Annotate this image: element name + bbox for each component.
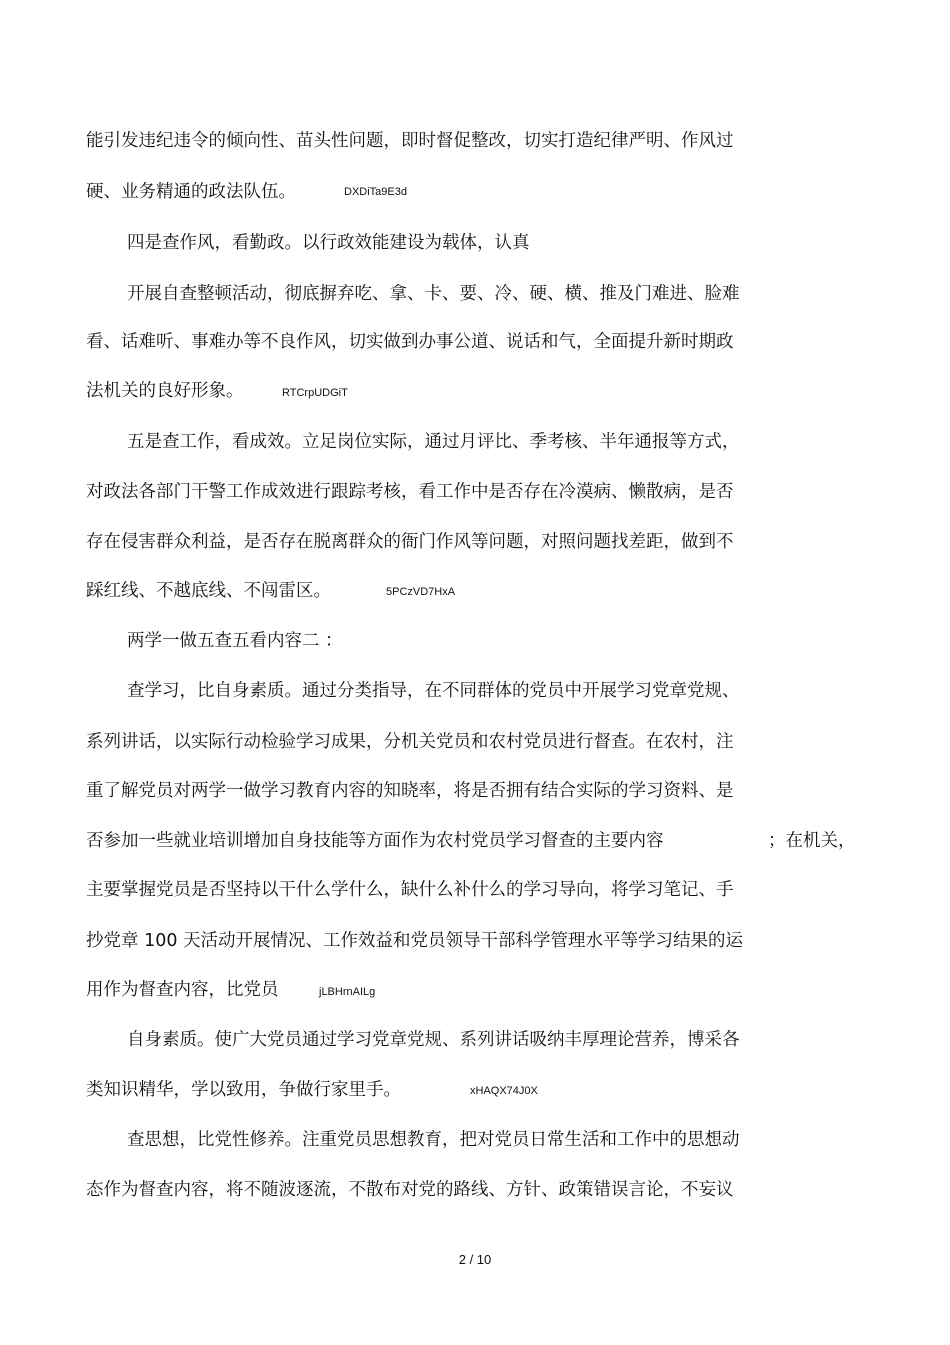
code-tag: 5PCzVD7HxA	[386, 586, 456, 598]
code-tag: RTCrpUDGiT	[282, 387, 348, 399]
text-line: 开展自查整顿活动，彻底摒弃吃、拿、卡、要、冷、硬、横、推及门难进、脸难	[127, 284, 740, 304]
text-line: 查学习，比自身素质。通过分类指导，在不同群体的党员中开展学习党章党规、	[127, 681, 740, 701]
text-line: 主要掌握党员是否坚持以干什么学什么，缺什么补什么的学习导向，将学习笔记、手	[86, 880, 734, 900]
text-line: 自身素质。使广大党员通过学习党章党规、系列讲话吸纳丰厚理论营养，博采各	[127, 1030, 740, 1050]
text-line: 重了解党员对两学一做学习教育内容的知晓率，将是否拥有结合实际的学习资料、是	[86, 781, 734, 801]
text-line: 抄党章 100 天活动开展情况、工作效益和党员领导干部科学管理水平等学习结果的运	[86, 931, 744, 951]
text-line: 类知识精华，学以致用，争做行家里手。	[86, 1080, 401, 1100]
code-tag: jLBHrnAILg	[319, 986, 376, 998]
text-line: 用作为督查内容，比党员	[86, 980, 279, 1000]
text-line: 存在侵害群众利益，是否存在脱离群众的衙门作风等问题，对照问题找差距，做到不	[86, 532, 734, 552]
code-tag: xHAQX74J0X	[470, 1085, 538, 1097]
text-line: 系列讲话，以实际行动检验学习成果，分机关党员和农村党员进行督查。在农村，注	[86, 732, 734, 752]
text-line: 查思想，比党性修养。注重党员思想教育，把对党员日常生活和工作中的思想动	[127, 1130, 740, 1150]
text-line: 态作为督查内容，将不随波逐流，不散布对党的路线、方针、政策错误言论，不妄议	[86, 1180, 734, 1200]
text-line: 否参加一些就业培训增加自身技能等方面作为农村党员学习督查的主要内容	[86, 831, 664, 851]
text-line: 看、话难听、事难办等不良作风，切实做到办事公道、说话和气，全面提升新时期政	[86, 332, 734, 352]
code-tag: DXDiTa9E3d	[344, 186, 407, 198]
text-line: 五是查工作，看成效。立足岗位实际，通过月评比、季考核、半年通报等方式，	[127, 432, 740, 452]
text-line: 法机关的良好形象。	[86, 381, 244, 401]
text-line: 对政法各部门干警工作成效进行跟踪考核，看工作中是否存在冷漠病、懒散病，是否	[86, 482, 734, 502]
text-line-continuation: ；在机关，	[768, 831, 856, 851]
page-number: 2 / 10	[458, 1252, 492, 1267]
text-line: 踩红线、不越底线、不闯雷区。	[86, 581, 331, 601]
section-heading: 两学一做五查五看内容二 ：	[127, 631, 343, 651]
text-line: 硬、业务精通的政法队伍。	[86, 182, 296, 202]
text-line: 四是查作风，看勤政。以行政效能建设为载体，认真	[127, 233, 530, 253]
text-line: 能引发违纪违令的倾向性、苗头性问题，即时督促整改，切实打造纪律严明、作风过	[86, 131, 734, 151]
